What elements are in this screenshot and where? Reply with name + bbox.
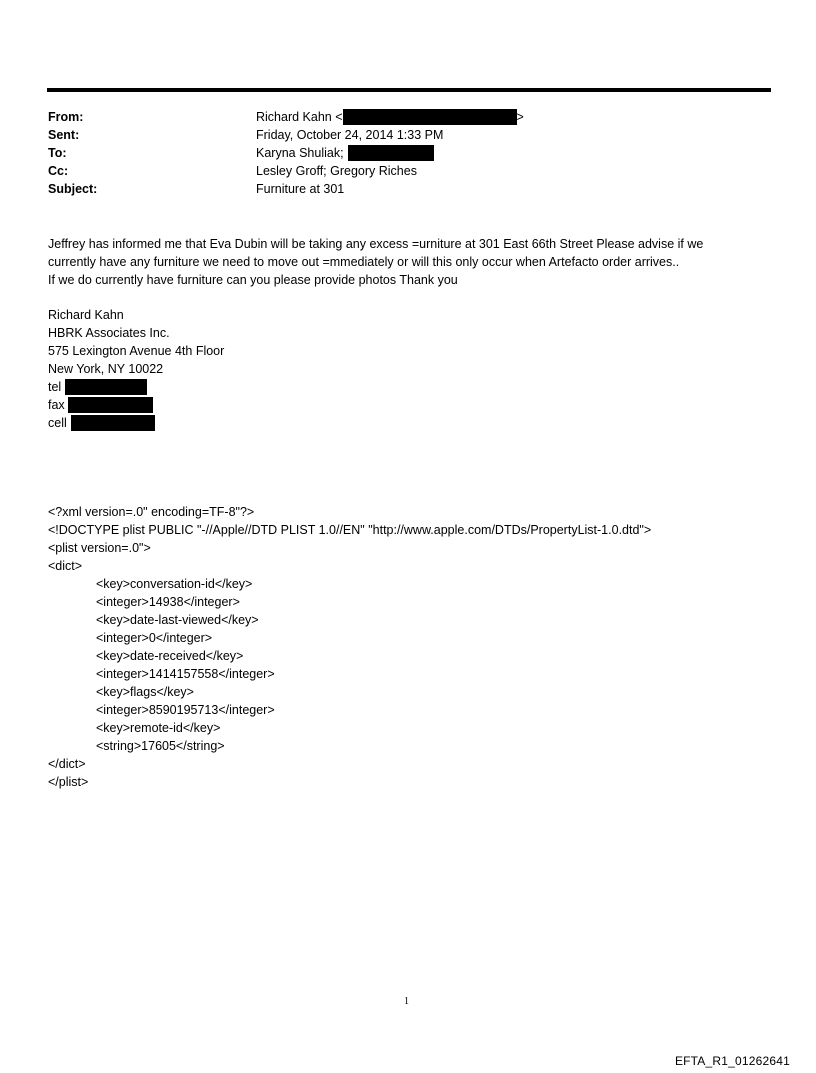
sent-row	[48, 126, 524, 144]
xml-line: <integer>0</integer>	[96, 631, 213, 645]
body-line: If we do currently have furniture can you please provide photos Thank you	[48, 273, 458, 287]
xml-line: </plist>	[48, 775, 89, 789]
xml-line: <dict>	[48, 559, 83, 573]
signature-block	[48, 306, 224, 432]
cc-value: Lesley Groff; Gregory Riches	[256, 164, 417, 178]
xml-line: <key>date-received</key>	[96, 649, 244, 663]
xml-plist-block	[48, 503, 651, 791]
xml-line: <integer>14938</integer>	[96, 595, 240, 609]
from-name: Richard Kahn <	[256, 110, 343, 124]
xml-line: <key>date-last-viewed</key>	[96, 613, 259, 627]
sent-value: Friday, October 24, 2014 1:33 PM	[256, 128, 444, 142]
redaction-block	[71, 415, 155, 431]
signature-address2: New York, NY 10022	[48, 362, 164, 376]
xml-line: <?xml version=.0" encoding=TF-8"?>	[48, 505, 255, 519]
from-value	[256, 108, 524, 126]
cc-row	[48, 162, 524, 180]
xml-line: <plist version=.0">	[48, 541, 151, 555]
signature-fax	[48, 396, 224, 414]
redaction-block	[343, 109, 517, 125]
fax-label: fax	[48, 398, 65, 412]
body-line: Jeffrey has informed me that Eva Dubin will be taking any excess =urniture at 301 East 66th Street Please advise if we	[48, 237, 704, 251]
xml-line: <integer>1414157558</integer>	[96, 667, 275, 681]
xml-line: <integer>8590195713</integer>	[96, 703, 275, 717]
signature-name: Richard Kahn	[48, 308, 124, 322]
redaction-block	[348, 145, 434, 161]
cc-label: Cc:	[48, 164, 69, 178]
xml-line: <key>conversation-id</key>	[96, 577, 253, 591]
to-label: To:	[48, 146, 67, 160]
to-name: Karyna Shuliak;	[256, 146, 344, 160]
xml-line: </dict>	[48, 757, 86, 771]
from-close: >	[516, 110, 524, 124]
to-row	[48, 144, 524, 162]
tel-label: tel	[48, 380, 62, 394]
body-line: currently have any furniture we need to move out =mmediately or will this only occur when Artefacto order arrives..	[48, 255, 680, 269]
subject-value: Furniture at 301	[256, 182, 345, 196]
to-value	[256, 144, 434, 162]
xml-line: <key>flags</key>	[96, 685, 194, 699]
signature-cell	[48, 414, 224, 432]
page-number: 1	[404, 996, 409, 1007]
subject-label: Subject:	[48, 182, 98, 196]
redaction-block	[65, 379, 147, 395]
signature-company: HBRK Associates Inc.	[48, 326, 170, 340]
redaction-block	[68, 397, 153, 413]
signature-tel	[48, 378, 224, 396]
signature-address1: 575 Lexington Avenue 4th Floor	[48, 344, 225, 358]
from-label: From:	[48, 110, 84, 124]
from-row	[48, 108, 524, 126]
bates-number: EFTA_R1_01262641	[674, 1054, 790, 1068]
xml-line: <key>remote-id</key>	[96, 721, 221, 735]
email-body	[48, 235, 768, 289]
subject-row	[48, 180, 524, 198]
sent-label: Sent:	[48, 128, 80, 142]
xml-line: <string>17605</string>	[96, 739, 225, 753]
header-rule	[47, 88, 771, 92]
xml-line: <!DOCTYPE plist PUBLIC "-//Apple//DTD PLIST 1.0//EN" "http://www.apple.com/DTDs/PropertyList-1.0.dtd">	[48, 523, 652, 537]
email-header	[48, 108, 524, 198]
cell-label: cell	[48, 416, 67, 430]
